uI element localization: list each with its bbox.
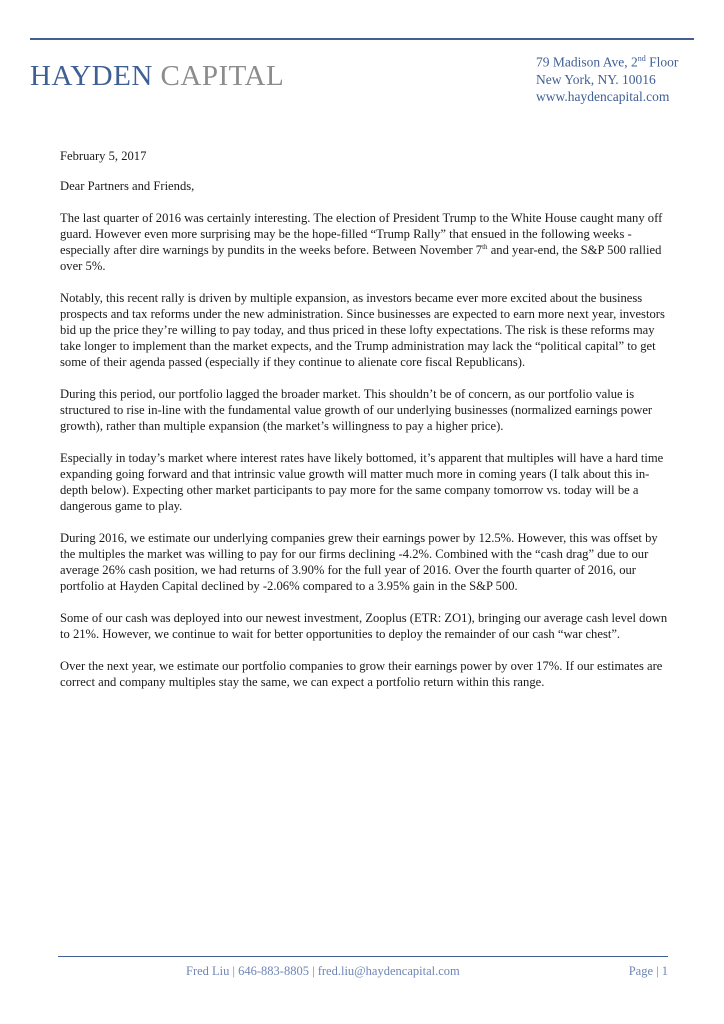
paragraph-1: The last quarter of 2016 was certainly interesting. The election of President Trump to the White House caught many off guard. However even more surprising may be the hope-filled “Trump Rally” that ensued in the following weeks - especially after dire warnings by pundits in the weeks before. Between November 7th and year-end, the S&P 500 rallied over 5%. xyxy=(60,211,663,273)
address-line-website: www.haydencapital.com xyxy=(536,88,670,104)
letter-greeting: Dear Partners and Friends, xyxy=(60,179,195,193)
company-logo xyxy=(30,62,284,91)
paragraph-4: Especially in today’s market where interest rates have likely bottomed, it’s apparent that multiples will have a hard time expanding going forward and that intrinsic value growth will matter much more in coming years (I talk about this in-depth below). Expecting other market participants to pay more for the same company tomorrow vs. today will be a dangerous game to play. xyxy=(60,451,664,513)
paragraph-2: Notably, this recent rally is driven by multiple expansion, as investors became ever more excited about the business prospects and tax reforms under the new administration. Since businesses are expected to earn more next year, investors bid up the price they’re willing to pay today, and thus priced in these lofty expectations. The risk is these reforms may take longer to implement than the market expects, and the Trump administration may lack the “political capital” to get some of their agenda passed (especially if they continue to alienate core fiscal Republicans). xyxy=(60,291,665,369)
paragraph-5: During 2016, we estimate our underlying companies grew their earnings power by 12.5%. However, this was offset by the multiples the market was willing to pay for our firms declining -4.2%. Combined with the “cash drag” due to our average 26% cash position, we had returns of 3.90% for the full year of 2016. Over the fourth quarter of 2016, our portfolio at Hayden Capital declined by -2.06% compared to a 3.95% gain in the S&P 500. xyxy=(60,531,658,593)
paragraph-3: During this period, our portfolio lagged the broader market. This shouldn’t be of concern, as our portfolio value is structured to rise in-line with the fundamental value growth of our underlying businesses (normalized earnings power growth), rather than multiple expansion (the market’s willingness to pay a higher price). xyxy=(60,387,653,433)
address-line-city: New York, NY. 10016 xyxy=(536,71,656,87)
paragraph-7: Over the next year, we estimate our portfolio companies to grow their earnings power by over 17%. If our estimates are correct and company multiples stay the same, we can expect a portfolio return within this range. xyxy=(60,659,663,689)
logo-word-capital: CAPITAL xyxy=(160,60,285,92)
letter-date: February 5, 2017 xyxy=(60,149,147,163)
company-address xyxy=(536,50,678,105)
header-rule xyxy=(30,38,694,40)
footer-contact: Fred Liu | 646-883-8805 | fred.liu@haydencapital.com xyxy=(186,964,460,978)
paragraph-6: Some of our cash was deployed into our newest investment, Zooplus (ETR: ZO1), bringing our average cash level down to 21%. However, we continue to wait for better opportunities to deploy the remainder of our cash “war chest”. xyxy=(60,611,668,641)
letter-body xyxy=(60,148,668,706)
address-line-street: 79 Madison Ave, 2nd Floor xyxy=(536,54,679,70)
page-number: Page | 1 xyxy=(628,964,668,978)
footer-rule xyxy=(58,956,668,957)
logo-word-hayden: HAYDEN xyxy=(30,60,153,92)
